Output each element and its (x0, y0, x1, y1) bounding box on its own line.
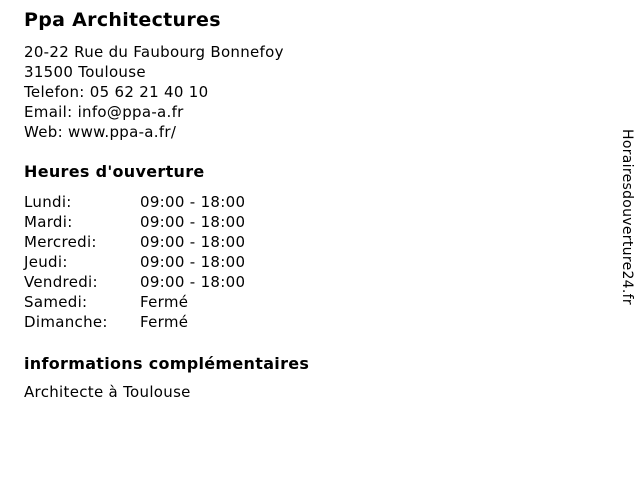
day-label: Samedi: (24, 293, 88, 311)
day-label: Lundi: (24, 193, 72, 211)
hours-value: 09:00 - 18:00 (140, 273, 246, 291)
day-label: Dimanche: (24, 313, 108, 331)
web-label: Web: (24, 123, 63, 141)
additional-info-text: Architecte à Toulouse (24, 383, 191, 401)
hours-row-friday (24, 272, 245, 292)
hours-value: 09:00 - 18:00 (140, 233, 246, 251)
business-name: Ppa Architectures (24, 9, 221, 31)
web-line (24, 122, 284, 142)
hours-value: 09:00 - 18:00 (140, 253, 246, 271)
phone-line (24, 82, 284, 102)
opening-hours-heading: Heures d'ouverture (24, 162, 205, 181)
email-value: info@ppa-a.fr (77, 103, 184, 121)
address-city: 31500 Toulouse (24, 63, 146, 81)
hours-row-thursday (24, 252, 245, 272)
hours-value: 09:00 - 18:00 (140, 193, 246, 211)
hours-row-monday (24, 192, 245, 212)
hours-row-wednesday (24, 232, 245, 252)
day-label: Mardi: (24, 213, 73, 231)
day-label: Mercredi: (24, 233, 97, 251)
contact-block (24, 42, 284, 142)
web-value: www.ppa-a.fr/ (68, 123, 177, 141)
hours-row-saturday (24, 292, 245, 312)
day-label: Vendredi: (24, 273, 98, 291)
hours-value: Fermé (140, 313, 189, 331)
address-street: 20-22 Rue du Faubourg Bonnefoy (24, 43, 284, 61)
additional-info-heading: informations complémentaires (24, 354, 310, 373)
phone-value: 05 62 21 40 10 (89, 83, 209, 101)
hours-value: Fermé (140, 293, 189, 311)
opening-hours-table (24, 192, 245, 332)
email-line (24, 102, 284, 122)
email-label: Email: (24, 103, 73, 121)
site-branding-vertical: Horairesdouverture24.fr (619, 129, 635, 305)
day-label: Jeudi: (24, 253, 68, 271)
hours-row-tuesday (24, 212, 245, 232)
hours-row-sunday (24, 312, 245, 332)
phone-label: Telefon: (24, 83, 85, 101)
hours-value: 09:00 - 18:00 (140, 213, 246, 231)
